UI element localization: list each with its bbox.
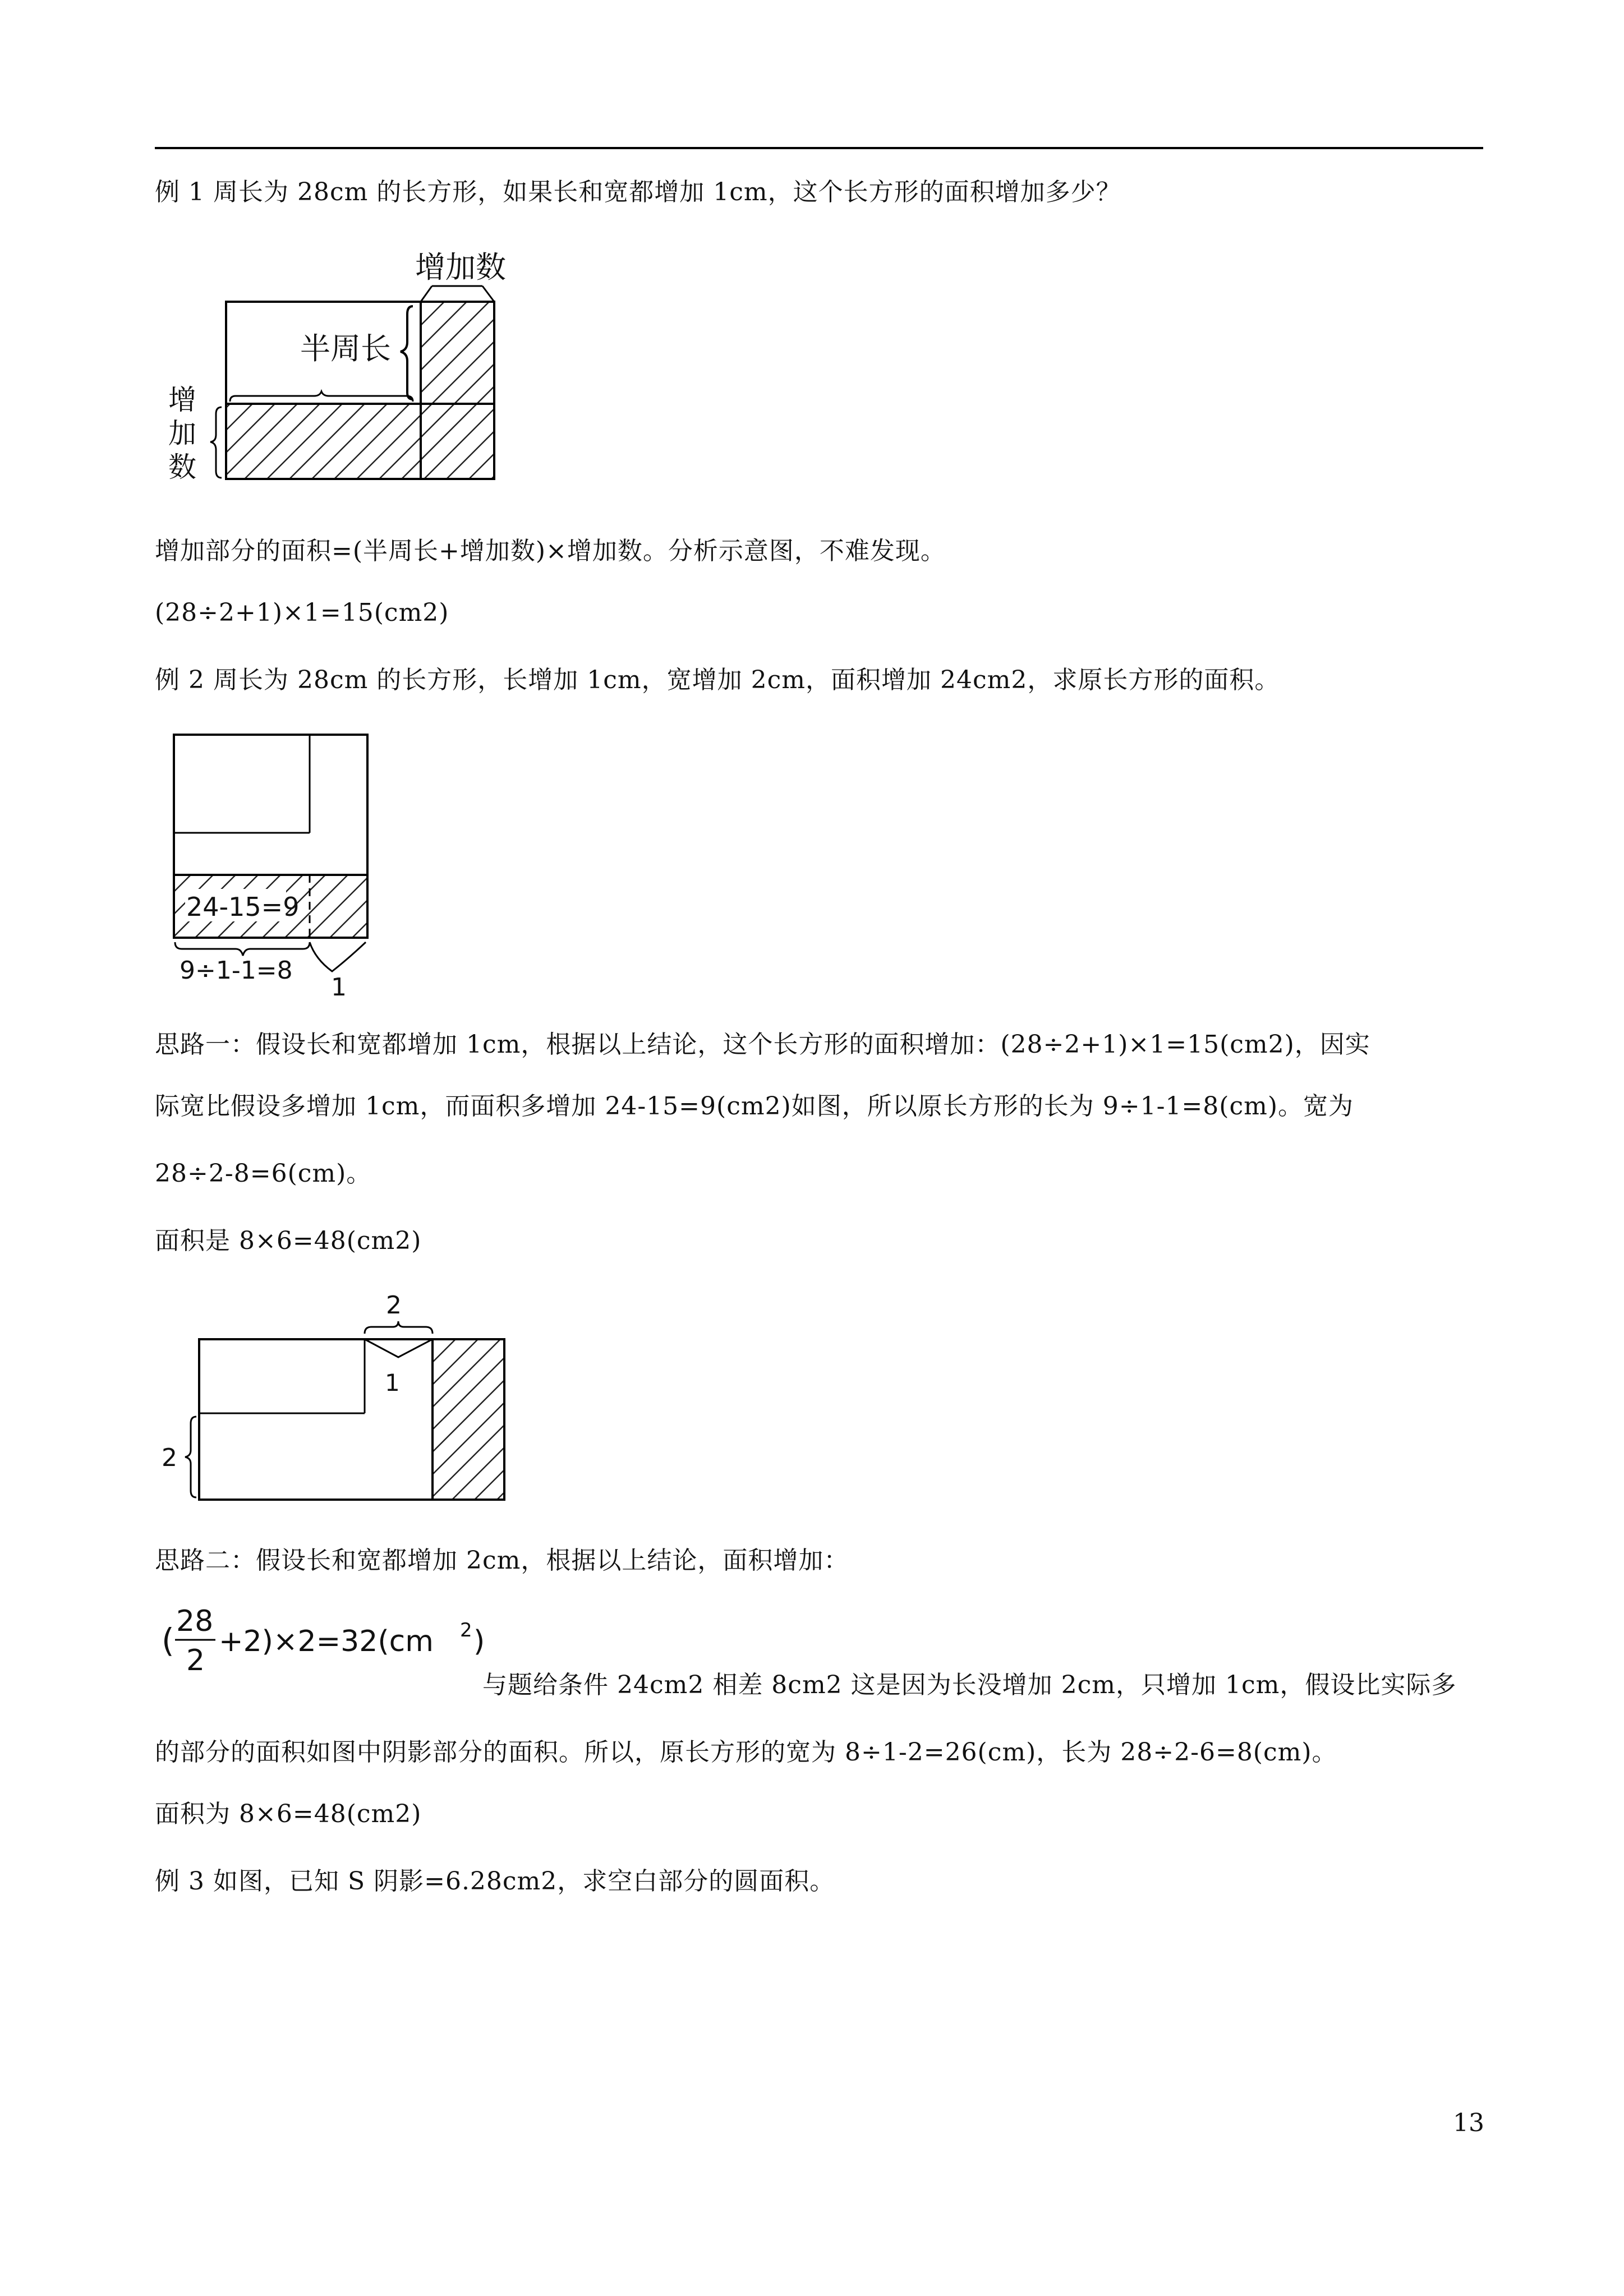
side-label-char-3: 数	[168, 451, 196, 483]
idea-1-line-1: 思路一：假设长和宽都增加 1cm，根据以上结论，这个长方形的面积增加：(28÷2+1)×1=15(cm2)，因实	[155, 1030, 1370, 1059]
idea-1-line-2: 际宽比假设多增加 1cm，而面积多增加 24-15=9(cm2)如图，所以原长方形的长为 9÷1-1=8(cm)。宽为	[155, 1092, 1354, 1121]
example-1-analysis: 增加部分的面积=(半周长+增加数)×增加数。分析示意图，不难发现。	[155, 537, 946, 565]
formula-image	[162, 1604, 487, 1677]
formula-close-paren: )	[473, 1625, 485, 1658]
formula-numerator: 28	[176, 1605, 214, 1638]
length-calc-label: 9÷1-1=8	[180, 956, 293, 985]
formula-rest: +2)×2=32(cm	[219, 1625, 434, 1658]
formula-superscript: 2	[460, 1619, 472, 1642]
formula-denominator: 2	[186, 1644, 205, 1677]
figure-2-diagram	[163, 723, 410, 1004]
figure-1-diagram	[151, 236, 544, 494]
side-label-char-1: 增	[168, 384, 196, 416]
brace-one-label: 1	[331, 973, 347, 1002]
formula-open-paren: (	[162, 1621, 174, 1659]
shaded-difference-label: 24-15=9	[186, 892, 300, 922]
area-result-1: 面积是 8×6=48(cm2)	[155, 1227, 422, 1255]
idea-2-line-1: 思路二：假设长和宽都增加 2cm，根据以上结论，面积增加：	[155, 1546, 849, 1575]
figure-3-diagram	[151, 1284, 516, 1514]
side-label-char-2: 加	[168, 417, 196, 450]
example-1-calculation: (28÷2+1)×1=15(cm2)	[155, 598, 449, 627]
side-two-label: 2	[162, 1444, 177, 1472]
notch-one-label: 1	[385, 1369, 400, 1396]
header-rule	[155, 147, 1483, 149]
idea-2-line-2: 与题给条件 24cm2 相差 8cm2 这是因为长没增加 2cm，只增加 1cm，假设比实际多	[482, 1671, 1457, 1699]
idea-2-line-3: 的部分的面积如图中阴影部分的面积。所以，原长方形的宽为 8÷1-2=26(cm)，长为 28÷2-6=8(cm)。	[155, 1738, 1337, 1767]
half-perimeter-label: 半周长	[300, 331, 391, 366]
top-increase-label: 增加数	[415, 250, 506, 285]
example-2-question: 例 2 周长为 28cm 的长方形，长增加 1cm，宽增加 2cm，面积增加 24cm2，求原长方形的面积。	[155, 666, 1280, 694]
width-increase-label: 2	[386, 1291, 402, 1320]
area-result-2: 面积为 8×6=48(cm2)	[155, 1800, 422, 1828]
idea-1-line-3: 28÷2-8=6(cm)。	[155, 1159, 372, 1188]
page-number: 13	[1453, 2109, 1484, 2137]
example-3-question: 例 3 如图，已知 S 阴影=6.28cm2，求空白部分的圆面积。	[155, 1867, 835, 1896]
example-1-question: 例 1 周长为 28cm 的长方形，如果长和宽都增加 1cm，这个长方形的面积增加多少？	[155, 178, 1121, 206]
